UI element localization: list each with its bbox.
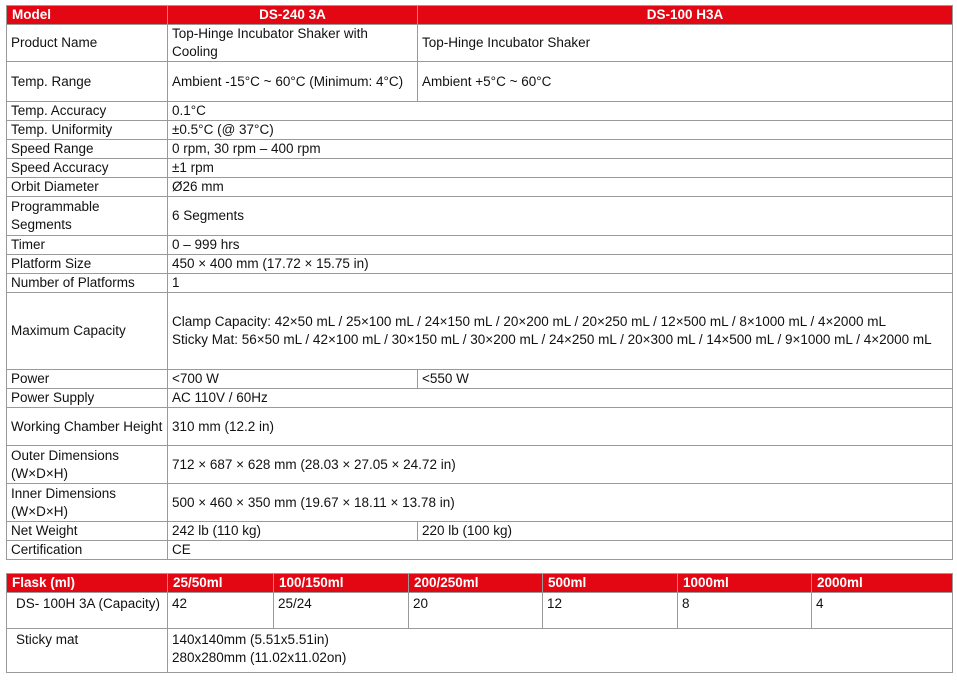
table-row bbox=[7, 629, 953, 673]
header-ds100: DS-100 H3A bbox=[418, 6, 953, 25]
header-model: Model bbox=[7, 6, 168, 25]
row-label: Product Name bbox=[7, 25, 168, 62]
row-value bbox=[168, 293, 953, 370]
row-value: 0 – 999 hrs bbox=[168, 236, 953, 255]
row-label: Programmable Segments bbox=[7, 197, 168, 236]
table-row bbox=[7, 102, 953, 121]
table-row bbox=[7, 121, 953, 140]
table-row bbox=[7, 293, 953, 370]
row-value: 500 × 460 × 350 mm (19.67 × 18.11 × 13.78 in) bbox=[168, 484, 953, 522]
table-row bbox=[7, 274, 953, 293]
row-label: Outer Dimensions (W×D×H) bbox=[7, 446, 168, 484]
table-row bbox=[7, 370, 953, 389]
header-500ml: 500ml bbox=[543, 574, 678, 593]
header-200-250ml: 200/250ml bbox=[409, 574, 543, 593]
row-label: Maximum Capacity bbox=[7, 293, 168, 370]
row-label: Speed Accuracy bbox=[7, 159, 168, 178]
row-label: Power Supply bbox=[7, 389, 168, 408]
capacity-cell: 20 bbox=[409, 593, 543, 629]
sticky-mat-size-1: 140x140mm (5.51x5.51in) bbox=[172, 632, 329, 647]
table-row bbox=[7, 159, 953, 178]
row-value: ±0.5°C (@ 37°C) bbox=[168, 121, 953, 140]
row-value-ds100: <550 W bbox=[418, 370, 953, 389]
row-value: 310 mm (12.2 in) bbox=[168, 408, 953, 446]
row-label: Net Weight bbox=[7, 522, 168, 541]
row-value-ds100: 220 lb (100 kg) bbox=[418, 522, 953, 541]
capacity-row-label: DS- 100H 3A (Capacity) bbox=[7, 593, 168, 629]
table-row bbox=[7, 62, 953, 102]
row-value-ds240: <700 W bbox=[168, 370, 418, 389]
sticky-mat-size-2: 280x280mm (11.02x11.02on) bbox=[172, 650, 347, 665]
table-row bbox=[7, 255, 953, 274]
row-label: Temp. Uniformity bbox=[7, 121, 168, 140]
header-flask: Flask (ml) bbox=[7, 574, 168, 593]
table-row bbox=[7, 593, 953, 629]
capacity-cell: 8 bbox=[678, 593, 812, 629]
sticky-mat-value bbox=[168, 629, 953, 673]
row-value-ds240: Ambient -15°C ~ 60°C (Minimum: 4°C) bbox=[168, 62, 418, 102]
row-value-ds100: Ambient +5°C ~ 60°C bbox=[418, 62, 953, 102]
table-row bbox=[7, 541, 953, 560]
header-ds240: DS-240 3A bbox=[168, 6, 418, 25]
row-label: Timer bbox=[7, 236, 168, 255]
row-value: ±1 rpm bbox=[168, 159, 953, 178]
sticky-mat-label: Sticky mat bbox=[7, 629, 168, 673]
table-row bbox=[7, 140, 953, 159]
table-row bbox=[7, 389, 953, 408]
clamp-capacity-text: Clamp Capacity: 42×50 mL / 25×100 mL / 24×150 mL / 20×200 mL / 20×250 mL / 12×500 mL / 8×1000 mL / 4×2000 mL bbox=[172, 314, 886, 329]
row-value: Ø26 mm bbox=[168, 178, 953, 197]
table-row bbox=[7, 197, 953, 236]
row-value: 0 rpm, 30 rpm – 400 rpm bbox=[168, 140, 953, 159]
capacity-cell: 42 bbox=[168, 593, 274, 629]
header-25-50ml: 25/50ml bbox=[168, 574, 274, 593]
row-value: AC 110V / 60Hz bbox=[168, 389, 953, 408]
row-value: CE bbox=[168, 541, 953, 560]
row-label: Platform Size bbox=[7, 255, 168, 274]
row-label: Temp. Accuracy bbox=[7, 102, 168, 121]
table-row bbox=[7, 484, 953, 522]
sticky-mat-capacity-text: Sticky Mat: 56×50 mL / 42×100 mL / 30×150 mL / 30×200 mL / 24×250 mL / 20×300 mL / 14×500 mL / 9×1000 mL / 4×2000 mL bbox=[172, 332, 932, 347]
capacity-cell: 4 bbox=[812, 593, 953, 629]
row-value-ds240: Top-Hinge Incubator Shaker with Cooling bbox=[168, 25, 418, 62]
capacity-cell: 25/24 bbox=[274, 593, 409, 629]
row-label: Power bbox=[7, 370, 168, 389]
header-2000ml: 2000ml bbox=[812, 574, 953, 593]
row-value: 6 Segments bbox=[168, 197, 953, 236]
table-row bbox=[7, 178, 953, 197]
spec-table bbox=[6, 5, 953, 560]
row-label: Working Chamber Height bbox=[7, 408, 168, 446]
row-value: 712 × 687 × 628 mm (28.03 × 27.05 × 24.72 in) bbox=[168, 446, 953, 484]
row-label: Inner Dimensions (W×D×H) bbox=[7, 484, 168, 522]
table-row bbox=[7, 446, 953, 484]
spec-header-row bbox=[7, 6, 953, 25]
header-1000ml: 1000ml bbox=[678, 574, 812, 593]
flask-capacity-table bbox=[6, 573, 953, 673]
row-value: 450 × 400 mm (17.72 × 15.75 in) bbox=[168, 255, 953, 274]
table-row bbox=[7, 522, 953, 541]
row-label: Number of Platforms bbox=[7, 274, 168, 293]
row-label: Orbit Diameter bbox=[7, 178, 168, 197]
row-value: 1 bbox=[168, 274, 953, 293]
row-label: Speed Range bbox=[7, 140, 168, 159]
row-value: 0.1°C bbox=[168, 102, 953, 121]
capacity-cell: 12 bbox=[543, 593, 678, 629]
row-value-ds100: Top-Hinge Incubator Shaker bbox=[418, 25, 953, 62]
table-row bbox=[7, 236, 953, 255]
row-value-ds240: 242 lb (110 kg) bbox=[168, 522, 418, 541]
table-row bbox=[7, 408, 953, 446]
table-row bbox=[7, 25, 953, 62]
row-label: Certification bbox=[7, 541, 168, 560]
header-100-150ml: 100/150ml bbox=[274, 574, 409, 593]
flask-header-row bbox=[7, 574, 953, 593]
row-label: Temp. Range bbox=[7, 62, 168, 102]
